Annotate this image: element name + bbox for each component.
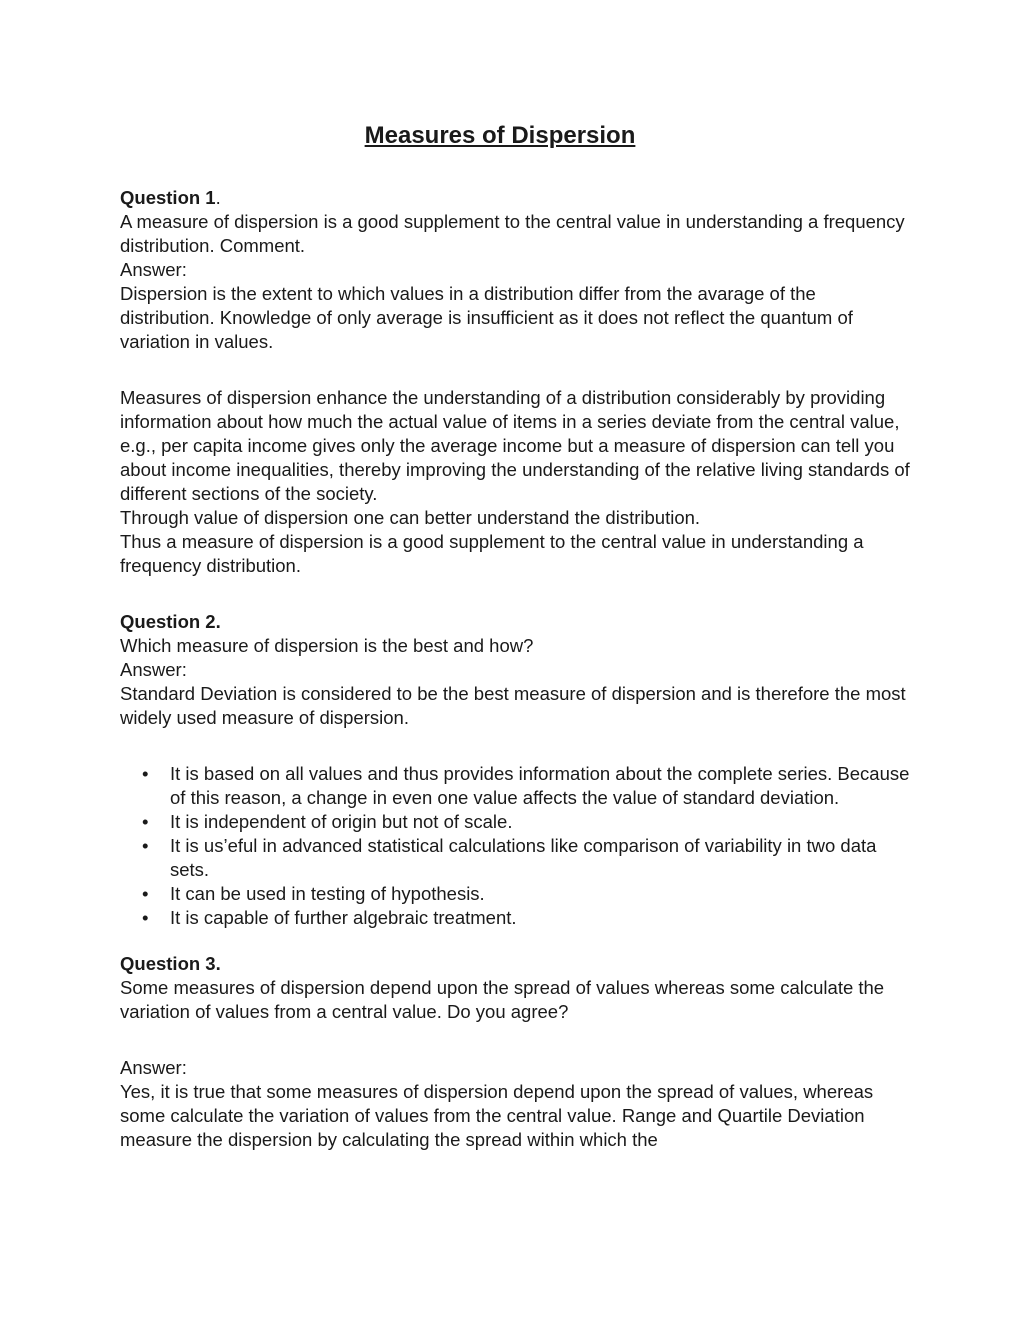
question-2-bullet-list xyxy=(120,762,910,930)
question-1-answer-label: Answer: xyxy=(120,259,187,280)
question-2-section xyxy=(120,610,910,930)
bullet-item: • It is capable of further algebraic treatment. xyxy=(170,906,910,930)
bullet-item: • It can be used in testing of hypothesis. xyxy=(170,882,910,906)
page-title: Measures of Dispersion xyxy=(364,122,636,149)
question-1-answer-para-3: Through value of dispersion one can better understand the distribution. xyxy=(120,507,701,528)
question-3-answer-para-1: Yes, it is true that some measures of dispersion depend upon the spread of values, whereas some calculate the variation of values from the central value. Range and Quartile Deviation measure the dispersion by calculating the spread within which the xyxy=(120,1081,874,1150)
question-3-section xyxy=(120,952,910,1152)
question-1-heading-text: Question 1 xyxy=(120,187,216,208)
question-1-section xyxy=(120,186,910,578)
question-3-answer-label: Answer: xyxy=(120,1057,187,1078)
question-1-text: A measure of dispersion is a good supplement to the central value in understanding a frequency distribution. Comment. xyxy=(120,211,905,256)
bullet-item: • It is us’eful in advanced statistical calculations like comparison of variability in two data sets. xyxy=(170,834,910,882)
question-1-answer-para-2: Measures of dispersion enhance the understanding of a distribution considerably by providing information about how much the actual value of items in a series deviate from the central value, e.g., per capita income gives only the average income but a measure of dispersion can tell you about income inequalities, thereby improving the understanding of the relative living standards of different sections of the society. xyxy=(120,387,910,504)
question-1-answer-para-4: Thus a measure of dispersion is a good supplement to the central value in understanding a frequency distribution. xyxy=(120,531,864,576)
bullet-item: • It is independent of origin but not of scale. xyxy=(170,810,910,834)
question-1-heading xyxy=(120,186,910,210)
document-page xyxy=(120,118,910,1152)
question-2-answer-para-1: Standard Deviation is considered to be the best measure of dispersion and is therefore the most widely used measure of dispersion. xyxy=(120,683,906,728)
question-2-answer-label: Answer: xyxy=(120,659,187,680)
question-2-text: Which measure of dispersion is the best and how? xyxy=(120,635,534,656)
bullet-item: • It is based on all values and thus provides information about the complete series. Because of this reason, a change in even one value affects the value of standard deviation. xyxy=(170,762,910,810)
question-3-text: Some measures of dispersion depend upon the spread of values whereas some calculate the variation of values from a central value. Do you agree? xyxy=(120,977,885,1022)
question-1-answer-para-1: Dispersion is the extent to which values in a distribution differ from the avarage of the distribution. Knowledge of only average is insufficient as it does not reflect the quantum of variation in values. xyxy=(120,283,853,352)
question-3-heading: Question 3. xyxy=(120,953,221,974)
question-1-heading-suffix: . xyxy=(215,187,221,208)
question-2-heading: Question 2. xyxy=(120,611,221,632)
